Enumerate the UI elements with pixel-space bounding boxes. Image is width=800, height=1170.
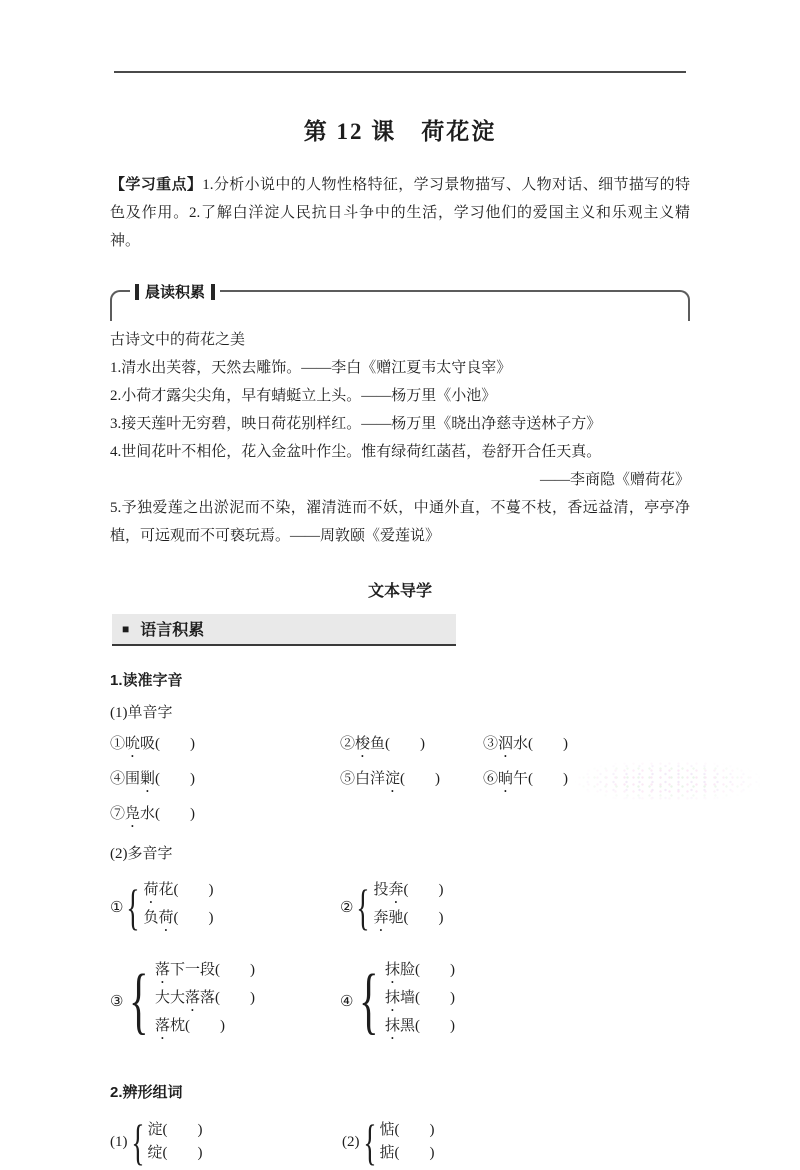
pinyin-item: 大大落落( ) xyxy=(154,990,256,1006)
poly-group-4 xyxy=(340,959,690,1043)
pinyin-item: ②梭鱼( ) xyxy=(340,736,426,752)
label-bar-icon xyxy=(135,284,139,300)
group-number: ② xyxy=(340,899,354,916)
pinyin-item: 落下一段( ) xyxy=(154,962,255,978)
watermark xyxy=(575,760,760,802)
pinyin-item: 荷花( ) xyxy=(143,882,214,898)
pinyin-item: 抹黑( ) xyxy=(384,1018,455,1034)
pinyin-item: ⑦凫水( ) xyxy=(110,806,196,822)
poly-syllable-title: (2)多音字 xyxy=(110,846,173,862)
shape-word-item: 绽( ) xyxy=(147,1145,203,1161)
brace-icon: { xyxy=(130,1114,145,1170)
language-section-bar xyxy=(112,614,456,646)
group-number: ③ xyxy=(110,993,124,1010)
poly-group-3 xyxy=(110,959,340,1043)
pinyin-section-title: 1.读准字音 xyxy=(110,672,183,689)
learning-focus-text: 1.分析小说中的人物性格特征，学习景物描写、人物对话、细节描写的特色及作用。2.了解白洋淀人民抗日斗争中的生活，学习他们的爱国主义和乐观主义精神。 xyxy=(110,177,690,249)
pinyin-item: ⑥晌午( ) xyxy=(483,771,569,787)
poem-item: 2.小荷才露尖尖角，早有蜻蜓立上头。——杨万里《小池》 xyxy=(110,388,497,404)
brace-icon: { xyxy=(126,879,141,935)
mono-syllable-title: (1)单音字 xyxy=(110,705,173,721)
poem-item: 4.世间花叶不相伦，花入金盆叶作尘。惟有绿荷红菡萏，卷舒开合任天真。 xyxy=(110,444,602,460)
morning-reading-header xyxy=(130,281,220,302)
pinyin-item: 负荷( ) xyxy=(143,910,214,926)
pinyin-item: ⑤白洋淀( ) xyxy=(340,771,441,787)
group-number: (1) xyxy=(110,1133,128,1150)
learning-focus xyxy=(110,171,690,255)
poem-item: 5.予独爱莲之出淤泥而不染，濯清涟而不妖，中通外直，不蔓不枝，香远益清，亭亭净植，可远观而不可亵玩焉。——周敦颐《爱莲说》 xyxy=(110,500,690,544)
pinyin-item: ③泅水( ) xyxy=(483,736,569,752)
group-number: ④ xyxy=(340,993,354,1010)
morning-reading-content xyxy=(110,326,690,550)
poem-attribution: ——李商隐《赠荷花》 xyxy=(539,472,690,488)
poem-item: 3.接天莲叶无穷碧，映日荷花别样红。——杨万里《晓出净慈寺送林子方》 xyxy=(110,416,602,432)
pinyin-item: 抹墙( ) xyxy=(384,990,455,1006)
shape-section-title: 2.辨形组词 xyxy=(110,1084,183,1101)
label-bar-icon xyxy=(211,284,215,300)
brace-icon: { xyxy=(356,879,371,935)
pinyin-item: ①吮吸( ) xyxy=(110,736,196,752)
shape-group-2 xyxy=(342,1114,690,1170)
poem-item: 1.清水出芙蓉，天然去雕饰。——李白《赠江夏韦太守良宰》 xyxy=(110,360,512,376)
page-content xyxy=(110,0,690,1170)
pinyin-item: 落枕( ) xyxy=(154,1018,225,1034)
brace-icon: { xyxy=(129,960,149,1042)
shape-word-item: 淀( ) xyxy=(147,1122,203,1138)
shape-word-item: 惦( ) xyxy=(379,1122,435,1138)
shape-words-grid xyxy=(110,1114,690,1170)
page-title: 第 12 课 荷花淀 xyxy=(303,119,497,144)
square-bullet-icon: ■ xyxy=(122,621,130,636)
morning-reading-box xyxy=(110,284,690,321)
group-number: (2) xyxy=(342,1133,360,1150)
morning-reading-title: 晨读积累 xyxy=(145,284,206,301)
text-guide-header: 文本导学 xyxy=(367,583,432,600)
pinyin-item: 奔驰( ) xyxy=(373,910,444,926)
pinyin-item: ④围剿( ) xyxy=(110,771,196,787)
brace-icon: { xyxy=(359,960,379,1042)
top-rule xyxy=(114,71,686,73)
poly-group-2 xyxy=(340,879,690,935)
group-number: ① xyxy=(110,899,124,916)
learning-focus-label: 【学习重点】 xyxy=(110,177,203,193)
shape-group-1 xyxy=(110,1114,342,1170)
poly-syllable-grid xyxy=(110,879,690,1043)
language-section-title: 语言积累 xyxy=(140,622,205,639)
brace-icon: { xyxy=(362,1114,377,1170)
poly-group-1 xyxy=(110,879,340,935)
pinyin-item: 投奔( ) xyxy=(373,882,444,898)
poem-list-subtitle: 古诗文中的荷花之美 xyxy=(110,332,246,348)
shape-word-item: 掂( ) xyxy=(379,1145,435,1161)
pinyin-item: 抹脸( ) xyxy=(384,962,455,978)
